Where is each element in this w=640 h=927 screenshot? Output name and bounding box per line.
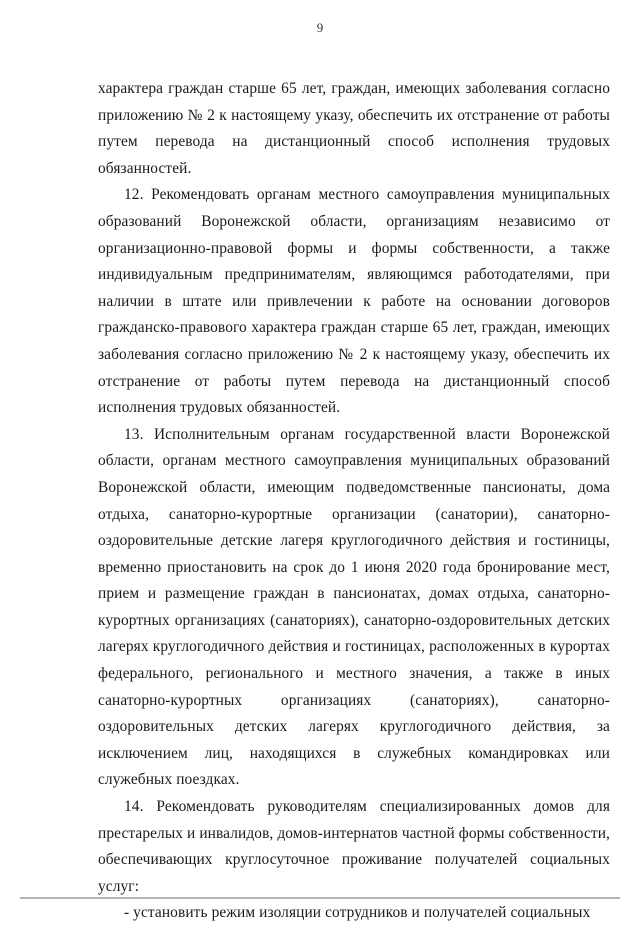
paragraph-item-14: 14. Рекомендовать руководителям специализированных домов для престарелых и инвалидов, домов-интернатов частной формы собственности, обеспечивающих круглосуточное проживание получателей социальных услуг: [98, 798, 610, 895]
paragraph-item-13: 13. Исполнительным органам государственной власти Воронежской области, органам местного самоуправления муниципальных образований Воронежской области, имеющим подведомственные пансионаты, дома отдыха, санаторно-курортные организации (санатории), санаторно-оздоровительные детские лагеря круглогодичного действия и гостиницы, временно приостановить на срок до 1 июня 2020 года бронирование мест, прием и размещение граждан в пансионатах, домах отдыха, санаторно-курортных организациях (санаториях), санаторно-оздоровительных детских лагерях круглогодичного действия и гостиницах, расположенных в курортах федерального, регионального и местного значения, а также в иных санаторно-курортных организациях (санаториях), санаторно-оздоровительных детских лагерях круглогодичного действия, за исключением лиц, находящихся в служебных командировках или служебных поездках. [98, 425, 610, 789]
document-body [98, 76, 610, 927]
page-number: 9 [316, 20, 324, 35]
paragraph-list-item: - установить режим изоляции сотрудников и получателей социальных [124, 904, 591, 922]
paragraph-item-12: 12. Рекомендовать органам местного самоуправления муниципальных образований Воронежской области, организациям независимо от организационно-правовой формы и формы собственности, а также индивидуальным предпринимателям, являющимся работодателями, при наличии в штате или привлечении к работе на основании договоров гражданско-правового характера граждан старше 65 лет, граждан, имеющих заболевания согласно приложению № 2 к настоящему указу, обеспечить их отстранение от работы путем перевода на дистанционный способ исполнения трудовых обязанностей. [98, 186, 610, 417]
paragraph-continuation: характера граждан старше 65 лет, граждан, имеющих заболевания согласно приложению № 2 к настоящему указу, обеспечить их отстранение от работы путем перевода на дистанционный способ исполнения трудовых обязанностей. [98, 80, 610, 177]
page-bottom-edge [20, 897, 620, 899]
